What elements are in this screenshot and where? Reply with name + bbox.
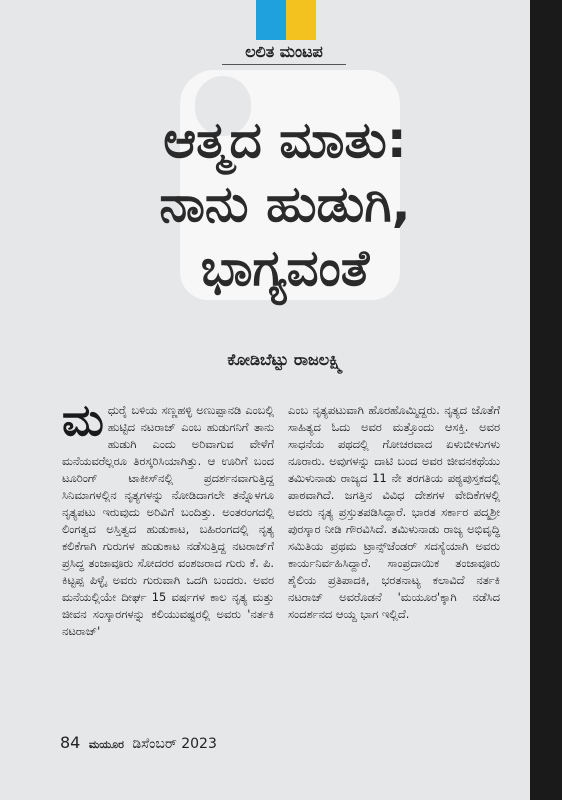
drop-cap: ಮ (62, 395, 104, 446)
title-line: ಆತ್ಮದ ಮಾತು: (163, 111, 407, 169)
issue-date: ಡಿಸೆಂಬರ್ 2023 (132, 736, 217, 752)
page-edge-shadow (530, 0, 562, 800)
article-column-right (288, 402, 500, 623)
left-column-text: ಧುರೈ ಬಳಿಯ ಸಣ್ಣಹಳ್ಳಿ ಅಣುಪ್ಪಾನಡಿ ಎಂಬಲ್ಲಿ ಹುಟ್ಟಿದ ನಟರಾಜ್ ಎಂಬ ಹುಡುಗನಿಗೆ ತಾನು ಹುಡುಗಿ ಎಂದು ಅರಿವಾಗುವ ವೇಳೆಗೆ ಮನೆಯವರೆಲ್ಲರೂ ತಿರಸ್ಕರಿಸಿಯಾಗಿತ್ತು. ಆ ಊರಿಗೆ ಬಂದ ಟೂರಿಂಗ್ ಟಾಕೀಸ್‌ನಲ್ಲಿ ಪ್ರದರ್ಶನವಾಗುತ್ತಿದ್ದ ಸಿನಿಮಾಗಳಲ್ಲಿನ ನೃತ್ಯಗಳನ್ನು ನೋಡಿದಾಗಲೇ ತನ್ನೊಳಗೂ ನೃತ್ಯಪಟು ಇರುವುದು ಅರಿವಿಗೆ ಬಂದಿತ್ತು. ಅಂತರಂಗದಲ್ಲಿ ಲಿಂಗತ್ವದ ಅಸ್ತಿತ್ವದ ಹುಡುಕಾಟ, ಬಹಿರಂಗದಲ್ಲಿ ನೃತ್ಯ ಕಲಿಕೆಗಾಗಿ ಗುರುಗಳ ಹುಡುಕಾಟ ನಡೆಸುತ್ತಿದ್ದ ನಟರಾಜ್‌ಗೆ ಪ್ರಸಿದ್ಧ ತಂಜಾವೂರು ಸೋದರರ ವಂಶಜರಾದ ಗುರು ಕೆ. ಪಿ. ಕಿಟ್ಟಪ್ಪ ಪಿಳ್ಳೈ ಅವರು ಗುರುವಾಗಿ ಒದಗಿ ಬಂದರು. ಅವರ ಮನೆಯಲ್ಲಿಯೇ ದೀರ್ಘ 15 ವರ್ಷಗಳ ಕಾಲ ನೃತ್ಯ ಮತ್ತು ಜೀವನ ಸಂಸ್ಕಾರಗಳನ್ನು ಕಲಿಯುವಷ್ಟರಲ್ಲಿ ಅವರು 'ನರ್ತಕಿ ನಟರಾಜ್' (62, 403, 274, 638)
article-title (40, 108, 530, 300)
accent-bar-blue (256, 0, 286, 40)
author-byline: ಕೋಡಿಬೆಟ್ಟು ರಾಜಲಕ್ಷ್ಮಿ (227, 350, 343, 369)
title-line: ನಾನು ಹುಡುಗಿ, (159, 175, 411, 233)
title-line: ಭಾಗ್ಯವಂತೆ (200, 239, 370, 297)
section-label: ಲಲಿತ ಮಂಟಪ (245, 42, 323, 61)
accent-bar-yellow (286, 0, 316, 40)
page-footer (60, 733, 217, 752)
article-column-left (62, 395, 274, 640)
page-number: 84 (60, 733, 81, 752)
right-column-text: ಎಂಬ ನೃತ್ಯಪಟುವಾಗಿ ಹೊರಹೊಮ್ಮಿದ್ದರು. ನೃತ್ಯದ ಜೊತೆಗೆ ಸಾಹಿತ್ಯದ ಓದು ಅವರ ಮತ್ತೊಂದು ಆಸಕ್ತಿ. ಅವರ ಸಾಧನೆಯ ಪಥದಲ್ಲಿ ಗೋಚರವಾದ ಏಳುಬೀಳುಗಳು ನೂರಾರು. ಅವುಗಳನ್ನು ದಾಟಿ ಬಂದ ಅವರ ಜೀವನಕಥೆಯು ತಮಿಳುನಾಡು ರಾಜ್ಯದ 11 ನೇ ತರಗತಿಯ ಪಠ್ಯಪುಸ್ತಕದಲ್ಲಿ ಪಾಠವಾಗಿದೆ. ಜಗತ್ತಿನ ವಿವಿಧ ದೇಶಗಳ ವೇದಿಕೆಗಳಲ್ಲಿ ಅವರು ನೃತ್ಯ ಪ್ರಸ್ತುತಪಡಿಸಿದ್ದಾರೆ. ಭಾರತ ಸರ್ಕಾರ ಪದ್ಮಶ್ರೀ ಪುರಸ್ಕಾರ ನೀಡಿ ಗೌರವಿಸಿದೆ. ತಮಿಳುನಾಡು ರಾಜ್ಯ ಅಭಿವೃದ್ಧಿ ಸಮಿತಿಯ ಪ್ರಥಮ ಟ್ರಾನ್ಸ್‌ಜೆಂಡರ್ ಸದಸ್ಯೆಯಾಗಿ ಅವರು ಕಾರ್ಯನಿರ್ವಹಿಸಿದ್ದಾರೆ. ಸಾಂಪ್ರದಾಯಿಕ ತಂಜಾವೂರು ಶೈಲಿಯ ಪ್ರತಿಪಾದಕಿ, ಭರತನಾಟ್ಯ ಕಲಾವಿದೆ ನರ್ತಕಿ ನಟರಾಜ್ ಅವರೊಡನೆ 'ಮಯೂರ'ಕ್ಕಾಗಿ ನಡೆಸಿದ ಸಂದರ್ಶನದ ಆಯ್ದ ಭಾಗ ಇಲ್ಲಿದೆ. (288, 403, 500, 621)
magazine-logo: ಮಯೂರ (88, 738, 124, 751)
section-rule (222, 64, 346, 65)
